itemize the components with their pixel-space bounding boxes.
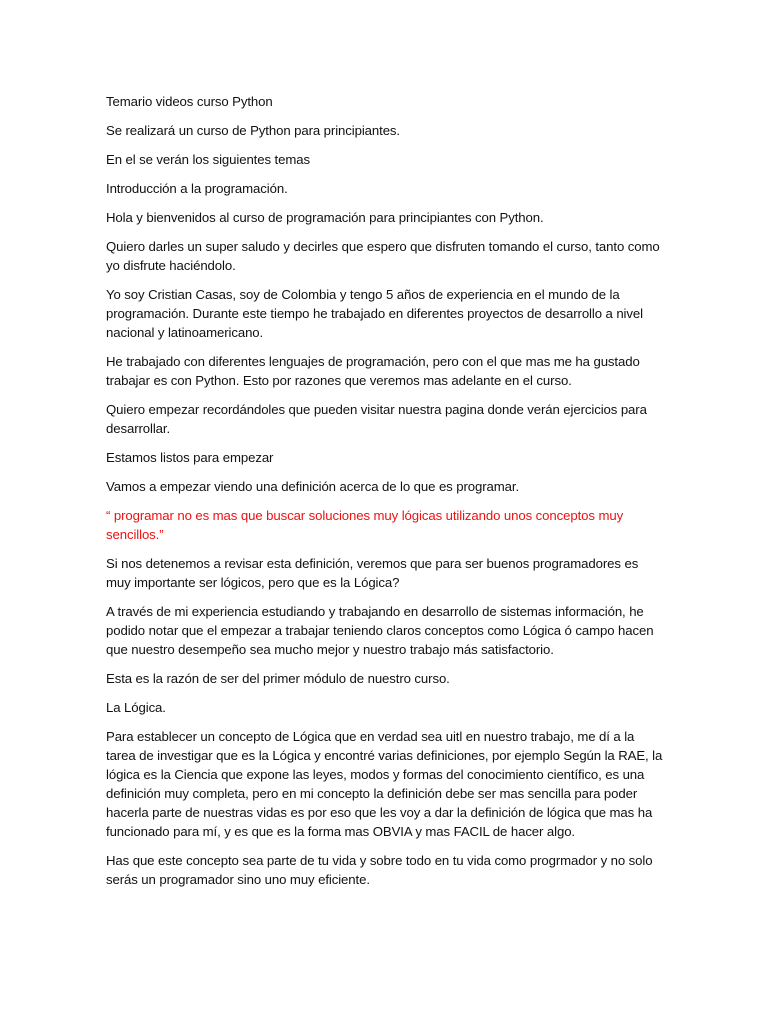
document-title: Temario videos curso Python [106, 94, 273, 109]
document-page [106, 92, 666, 899]
paragraph: Para establecer un concepto de Lógica que en verdad sea uitl en nuestro trabajo, me dí a la tarea de investigar que es la Lógica y encontré varias definiciones, por ejemplo Según la RAE, la lógica es la Ciencia que expone las leyes, modos y formas del conocimiento científico, es una definición muy completa, pero en mi concepto la definición debe ser mas sencilla para poder hacerla parte de nuestras vidas es por eso que les voy a dar la definición de lógica que mas ha funcionado para mí, y es que es la forma mas OBVIA y mas FACIL de hacer algo. [106, 729, 663, 839]
paragraph: Si nos detenemos a revisar esta definición, veremos que para ser buenos programadores es muy importante ser lógicos, pero que es la Lógica? [106, 556, 639, 590]
paragraph: A través de mi experiencia estudiando y trabajando en desarrollo de sistemas información, he podido notar que el empezar a trabajar teniendo claros conceptos como Lógica ó campo hacen que nuestro desempeño sea mucho mejor y nuestro trabajo más satisfactorio. [106, 604, 654, 657]
section-heading: Introducción a la programación. [106, 181, 288, 196]
paragraph: Estamos listos para empezar [106, 450, 274, 465]
paragraph: Hola y bienvenidos al curso de programación para principiantes con Python. [106, 210, 544, 225]
paragraph: He trabajado con diferentes lenguajes de programación, pero con el que mas me ha gustado trabajar es con Python. Esto por razones que veremos mas adelante en el curso. [106, 354, 640, 388]
paragraph: Yo soy Cristian Casas, soy de Colombia y tengo 5 años de experiencia en el mundo de la programación. Durante este tiempo he trabajado en diferentes proyectos de desarrollo a nivel nacional y latinoamericano. [106, 287, 643, 340]
paragraph: Se realizará un curso de Python para principiantes. [106, 123, 400, 138]
paragraph: Vamos a empezar viendo una definición acerca de lo que es programar. [106, 479, 520, 494]
definition-quote: “ programar no es mas que buscar soluciones muy lógicas utilizando unos conceptos muy sencillos.” [106, 508, 624, 542]
paragraph: En el se verán los siguientes temas [106, 152, 310, 167]
paragraph: Esta es la razón de ser del primer módulo de nuestro curso. [106, 671, 450, 686]
paragraph: Quiero darles un super saludo y decirles que espero que disfruten tomando el curso, tanto como yo disfrute haciéndolo. [106, 239, 660, 273]
section-heading: La Lógica. [106, 700, 166, 715]
paragraph: Quiero empezar recordándoles que pueden visitar nuestra pagina donde verán ejercicios para desarrollar. [106, 402, 647, 436]
paragraph: Has que este concepto sea parte de tu vida y sobre todo en tu vida como progrmador y no solo serás un programador sino uno muy eficiente. [106, 853, 653, 887]
